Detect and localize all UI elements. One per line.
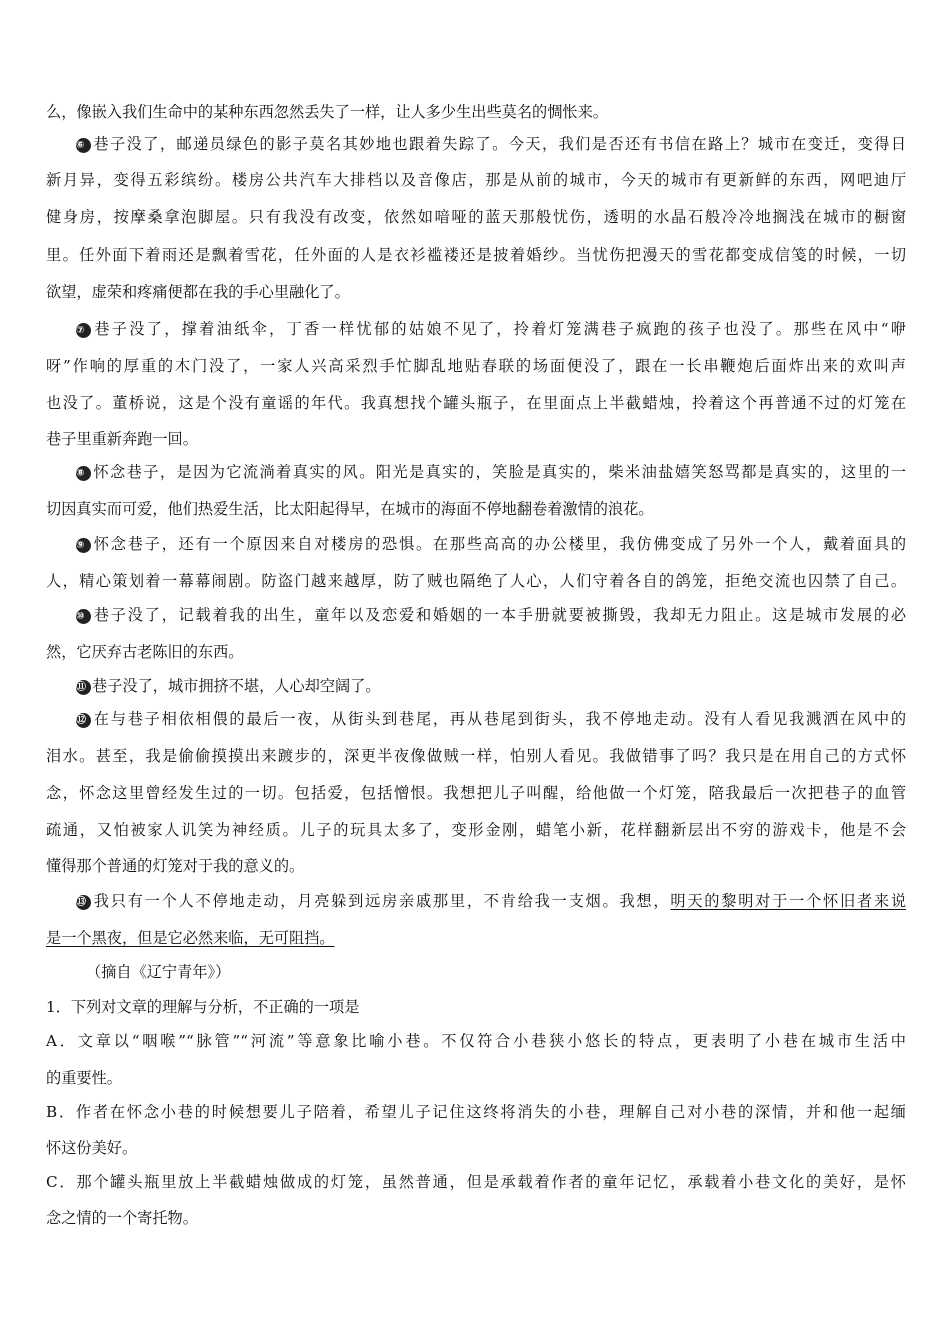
text-line: 也没了。董桥说，这是个没有童谣的年代。我真想找个罐头瓶子，在里面点上半截蜡烛，拎着这个再普通不过的灯笼在 (46, 394, 906, 412)
option-c: C．那个罐头瓶里放上半截蜡烛做成的灯笼，虽然普通，但是承载着作者的童年记忆，承载着小巷文化的美好，是怀 (46, 1173, 906, 1191)
text-line: ⑪ 巷子没了，城市拥挤不堪，人心却空阔了。 (76, 677, 381, 695)
text-line: 健身房，按摩桑拿泡脚屋。只有我没有改变，依然如喑哑的蓝天那般忧伤，透明的水晶石般冷冷地搁浅在城市的橱窗 (46, 208, 906, 226)
text-line: 新月异，变得五彩缤纷。楼房公共汽车大排档以及音像店，那是从前的城市，今天的城市有更新鲜的东西，网吧迪厅 (46, 171, 906, 189)
text-line: 欲望，虚荣和疼痛便都在我的手心里融化了。 (46, 283, 350, 301)
text-line: 呀”作响的厚重的木门没了，一家人兴高采烈手忙脚乱地贴春联的场面便没了，跟在一长串鞭炮后面炸出来的欢叫声 (46, 357, 906, 375)
text-line: ⑨ 怀念巷子，还有一个原因来自对楼房的恐惧。在那些高高的办公楼里，我仿佛变成了另外一个人，戴着面具的 (76, 535, 906, 553)
text-line: 懂得那个普通的灯笼对于我的意义的。 (46, 857, 305, 875)
paragraph-number: ⑫ (76, 713, 91, 728)
paragraph-number: ⑪ (76, 680, 91, 695)
text-line: ⑦ 巷子没了，撑着油纸伞，丁香一样忧郁的姑娘不见了，拎着灯笼满巷子疯跑的孩子也没了。那些在风中“咿 (76, 320, 906, 338)
text-line: 泪水。甚至，我是偷偷摸摸出来踱步的，深更半夜像做贼一样，怕别人看见。我做错事了吗？我只是在用自己的方式怀 (46, 747, 906, 765)
option-b: B．作者在怀念小巷的时候想要儿子陪着，希望儿子记住这终将消失的小巷，理解自己对小巷的深情，并和他一起缅 (46, 1103, 906, 1121)
text-line (46, 927, 906, 951)
text-line: 念，怀念这里曾经发生过的一切。包括爱，包括憎恨。我想把儿子叫醒，给他做一个灯笼，陪我最后一次把巷子的血管 (46, 784, 906, 802)
paragraph-number: ⑦ (76, 323, 91, 338)
text-line: ⑩ 巷子没了，记载着我的出生，童年以及恋爱和婚姻的一本手册就要被撕毁，我却无力阻止。这是城市发展的必 (76, 606, 906, 624)
text-line: 疏通，又怕被家人讥笑为神经质。儿子的玩具太多了，变形金刚，蜡笔小新，花样翻新层出不穷的游戏卡，他是不会 (46, 821, 906, 839)
option-a: A．文章以“咽喉”“脉管”“河流”等意象比喻小巷。不仅符合小巷狭小悠长的特点，更表明了小巷在城市生活中 (46, 1032, 906, 1050)
option-b-cont: 怀这份美好。 (46, 1139, 138, 1157)
text-line: ⑬ 我只有一个人不停地走动，月亮躲到远房亲戚那里，不肯给我一支烟。我想，明天的黎明对于一个怀旧者来说 (76, 892, 906, 910)
text-line: 巷子里重新奔跑一回。 (46, 430, 198, 448)
paragraph-number: ⑧ (76, 466, 91, 481)
text-line: ⑧ 怀念巷子，是因为它流淌着真实的风。阳光是真实的，笑脸是真实的，柴米油盐嬉笑怒骂都是真实的，这里的一 (76, 463, 906, 481)
text-line: 人，精心策划着一幕幕闹剧。防盗门越来越厚，防了贼也隔绝了人心，人们守着各自的鸽笼，拒绝交流也囚禁了自己。 (46, 572, 906, 590)
text-line: ⑥ 巷子没了，邮递员绿色的影子莫名其妙地也跟着失踪了。今天，我们是否还有书信在路上？城市在变迁，变得日 (76, 135, 906, 153)
text-line: 切因真实而可爱，他们热爱生活，比太阳起得早，在城市的海面不停地翻卷着激情的浪花。 (46, 500, 654, 518)
option-a-cont: 的重要性。 (46, 1069, 122, 1087)
text-line: 然，它厌弃古老陈旧的东西。 (46, 643, 244, 661)
paragraph-number: ⑥ (76, 138, 91, 153)
paragraph-number: ⑬ (76, 895, 91, 910)
paragraph-number: ⑨ (76, 538, 91, 553)
underlined-sentence: 明天的黎明对于一个怀旧者来说 (670, 892, 906, 910)
paragraph-number: ⑩ (76, 609, 91, 624)
text-line: 么，像嵌入我们生命中的某种东西忽然丢失了一样，让人多少生出些莫名的惆怅来。 (46, 103, 608, 121)
text-line: 里。任外面下着雨还是飘着雪花，任外面的人是衣衫褴褛还是披着婚纱。当忧伤把漫天的雪花都变成信笺的时候，一切 (46, 246, 906, 264)
question-stem: 1．下列对文章的理解与分析，不正确的一项是 (46, 998, 360, 1016)
source-note: （摘自《辽宁青年》） (86, 963, 231, 981)
underlined-sentence: 是一个黑夜，但是它必然来临，无可阻挡。 (46, 929, 335, 947)
option-c-cont: 念之情的一个寄托物。 (46, 1209, 198, 1227)
text-line: ⑫ 在与巷子相依相偎的最后一夜，从街头到巷尾，再从巷尾到街头，我不停地走动。没有人看见我溅洒在风中的 (76, 710, 906, 728)
